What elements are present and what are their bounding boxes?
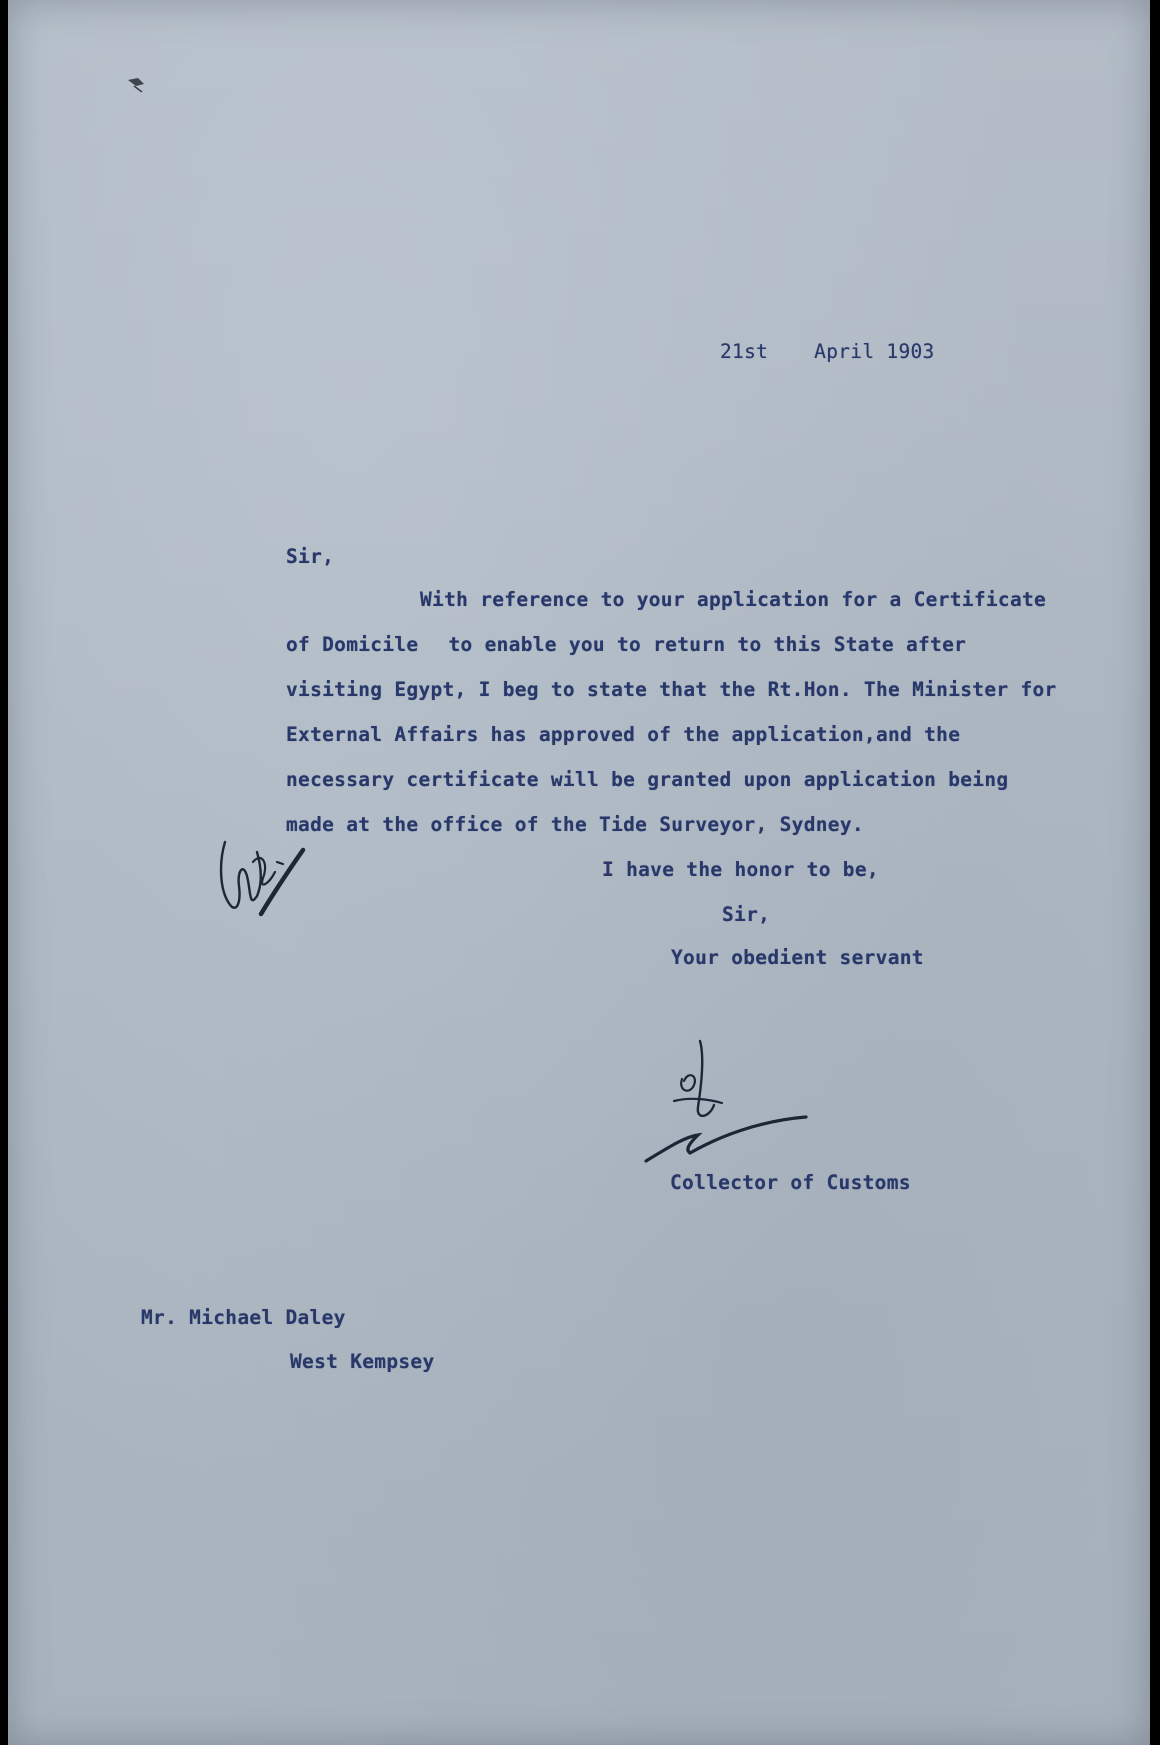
letter-page	[8, 0, 1150, 1745]
closing-line-1: I have the honor to be,	[602, 858, 879, 881]
body-line-2a: of Domicile	[286, 633, 419, 656]
date-month-year: April 1903	[814, 340, 935, 363]
body-line-1: With reference to your application for a Certificate	[420, 588, 1047, 611]
salutation: Sir,	[286, 545, 335, 568]
body-line-4: External Affairs has approved of the application,and the	[286, 723, 961, 746]
addressee-place: West Kempsey	[290, 1350, 435, 1373]
closing-line-3: Your obedient servant	[671, 946, 924, 969]
body-line-5: necessary certificate will be granted upon application being	[286, 768, 1009, 791]
closing-line-2: Sir,	[722, 903, 771, 926]
body-line-2b: to enable you to return to this State after	[448, 633, 967, 656]
addressee-name: Mr. Michael Daley	[141, 1306, 346, 1329]
body-line-6: made at the office of the Tide Surveyor, Sydney.	[286, 813, 864, 836]
body-line-2	[286, 633, 966, 656]
signatory-title: Collector of Customs	[670, 1171, 911, 1194]
margin-initials-signature	[213, 822, 313, 922]
collector-signature	[638, 1025, 818, 1175]
body-line-3: visiting Egypt, I beg to state that the Rt.Hon. The Minister for	[286, 678, 1057, 701]
date-day: 21st	[720, 340, 769, 363]
paper-mark-icon	[124, 72, 154, 102]
letter-date	[720, 340, 935, 363]
